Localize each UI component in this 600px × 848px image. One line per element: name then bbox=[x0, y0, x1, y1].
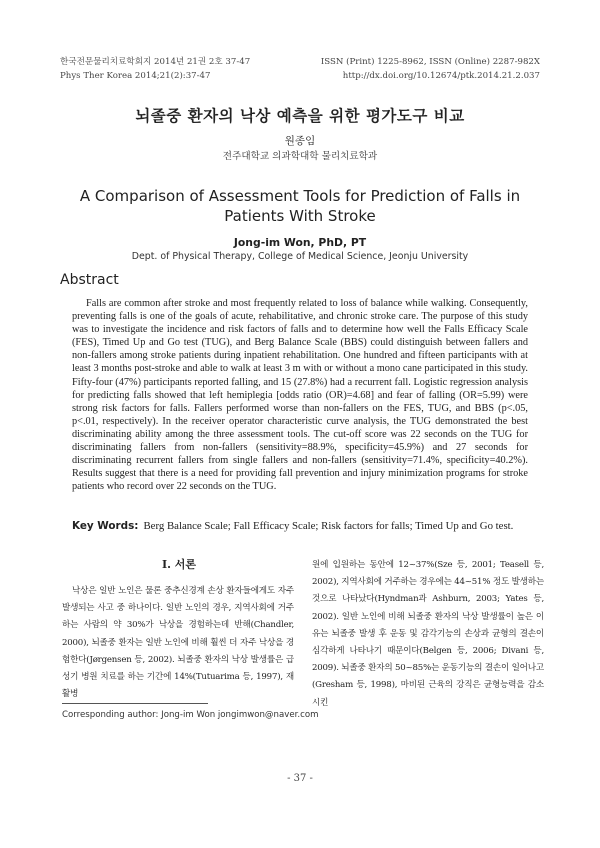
english-affiliation: Dept. of Physical Therapy, College of Medical Science, Jeonju University bbox=[131, 251, 469, 262]
keywords-text: Berg Balance Scale; Fall Efficacy Scale; Risk factors for falls; Timed Up and Go test. bbox=[143, 520, 514, 532]
body-column-right: 원에 입원하는 동안에 12~37%(Sze 등, 2001; Teasell 등, 2002), 지역사회에 거주하는 경우에는 44~51% 정도 발생하는 것으로 나타났다(Hyndman과 Ashburn, 2003; Yates 등, 2002). 일반 노인에 비해 뇌졸중 환자의 낙상 발생률이 높은 이유는 뇌졸중 발생 후 운동 및 감각기능의 손상과 균형의 결손이 심각하게 나타나기 때문이다(Belgen 등, 2006; Divani 등, 2009). 뇌졸중 환자의 50~85%는 운동기능의 결손이 일어나고(Gresham 등, 1998), 마비된 근육의 강직은 균형능력을 감소시킨 bbox=[312, 560, 544, 708]
korean-title: 뇌졸중 환자의 낙상 예측을 위한 평가도구 비교 bbox=[135, 106, 465, 125]
abstract-body: Falls are common after stroke and most frequently related to loss of balance while walking. Consequently, preventing falls is one of the goals of acute, rehabilitative, and chronic stroke care. The purpose of this study was to investigate the incidence and risk factors of falls and to determine how well the Falls Efficacy Scale (FES), Timed Up and Go test (TUG), and Berg Balance Scale (BBS) could distinguish between fallers and non-fallers among stroke patients during inpatient rehabilitation. One hundred and fifteen participants with at least 3 months post-stroke and able to walk at least 3 m with or without a mono cane participated in this study. Fifty-four (47%) participants reported falling, and 15 (27.8%) had a recurrent fall. Logistic regression analysis for predicting falls showed that left hemiplegia [odds ratio (OR)=4.68] and fear of falling (OR=5.99) were strong risk factors for falls. Fallers performed worse than non-fallers on the FES, TUG, and BBS (p<.05, p<.01, respectively). In the receiver operator characteristic curve analysis, the TUG demonstrated the best discriminating ability among the three assessment tools. The cut-off score was 22 seconds on the TUG for discriminating fallers from non-fallers (sensitivity=88.9%, specificity=45.9%) and 27 seconds for discriminating recurrent fallers from single fallers and non-fallers (sensitivity=71.4%, specificity=40.2%). Results suggest that there is a need for providing fall prevention and injury minimization programs for stroke patients who record over 22 seconds on the TUG. bbox=[72, 298, 528, 493]
doi-link[interactable]: http://dx.doi.org/10.12674/ptk.2014.21.2.037 bbox=[342, 71, 540, 81]
issn-line: ISSN (Print) 1225-8962, ISSN (Online) 2287-982X bbox=[320, 57, 540, 67]
journal-citation bbox=[60, 55, 250, 83]
footnote-divider bbox=[62, 703, 208, 704]
journal-name-english: Phys Ther Korea 2014;21(2):37-47 bbox=[60, 71, 211, 81]
corresponding-author-footnote: Corresponding author: Jong-im Won jongimwon@naver.com bbox=[62, 710, 319, 720]
korean-affiliation: 전주대학교 의과학대학 물리치료학과 bbox=[222, 151, 378, 162]
journal-name-korean: 한국전문물리치료학회지 2014년 21권 2호 37-47 bbox=[60, 57, 251, 67]
section-heading-introduction: Ⅰ. 서론 bbox=[161, 558, 197, 571]
korean-author: 원종임 bbox=[284, 135, 316, 147]
page-number: - 37 - bbox=[287, 773, 313, 784]
keywords bbox=[72, 519, 528, 534]
english-title: A Comparison of Assessment Tools for Prediction of Falls in Patients With Stroke bbox=[79, 187, 521, 225]
english-author: Jong-im Won, PhD, PT bbox=[233, 236, 367, 249]
keywords-label: Key Words: bbox=[72, 520, 139, 532]
journal-identifiers bbox=[321, 55, 540, 83]
abstract-heading: Abstract bbox=[60, 272, 119, 288]
body-column-left: 낙상은 일반 노인은 물론 중추신경계 손상 환자들에게도 자주 발생되는 사고 중 하나이다. 일반 노인의 경우, 지역사회에 거주하는 사람의 약 30%가 낙상을 경험하는데 반해(Chandler, 2000), 뇌졸중 환자는 일반 노인에 비해 훨씬 더 자주 낙상을 경험한다(Jørgensen 등, 2002). 뇌졸중 환자의 낙상 발생률은 급성기 병원 치료를 하는 기간에 14%(Tutuarima 등, 1997), 재활병 bbox=[62, 586, 294, 700]
